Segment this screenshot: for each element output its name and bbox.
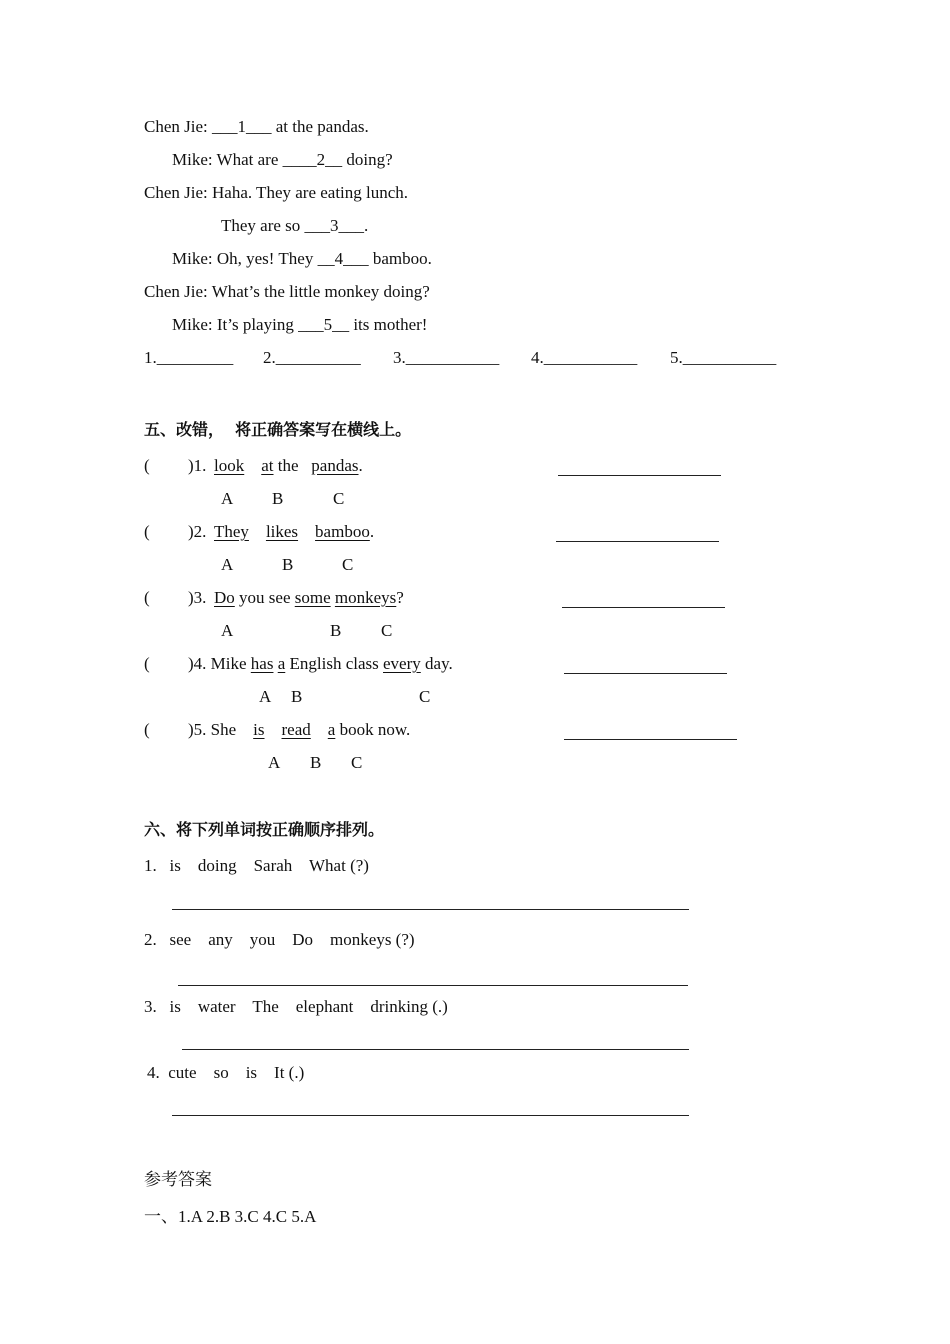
s5-item-1-label-a: A — [221, 489, 234, 508]
line-text: What’s the little monkey doing? — [207, 282, 430, 301]
option-c-word: bamboo — [315, 522, 370, 541]
s5-item-1-paren[interactable]: ( — [144, 456, 150, 475]
reference-line-1: 一、1.A 2.B 3.C 4.C 5.A — [144, 1207, 317, 1226]
option-b-word: likes — [265, 522, 299, 541]
s5-item-4-sentence: )4. Mike has a English class every day. — [188, 654, 453, 673]
speaker: Chen Jie: — [144, 183, 208, 202]
s5-item-5-label-b: B — [310, 753, 322, 772]
line-text: ___1___ at the pandas. — [207, 117, 369, 136]
s5-item-1-label-c: C — [333, 489, 345, 508]
s5-item-3-label-b: B — [330, 621, 342, 640]
s6-item-1-answer-line[interactable] — [172, 909, 689, 910]
s5-item-5-label-a: A — [268, 753, 281, 772]
s5-item-1-answer-line[interactable] — [558, 475, 721, 476]
speaker: Mike: — [172, 150, 213, 169]
option-b-word: read — [281, 720, 311, 739]
s5-item-2-paren[interactable]: ( — [144, 522, 150, 541]
s5-item-3-paren[interactable]: ( — [144, 588, 150, 607]
line-text: What are ____2__ doing? — [212, 150, 393, 169]
s5-item-3-answer-line[interactable] — [562, 607, 725, 608]
answer-blank-5[interactable]: 5.___________ — [670, 348, 777, 367]
s6-item-3-answer-line[interactable] — [182, 1049, 689, 1050]
s5-item-5-paren[interactable]: ( — [144, 720, 150, 739]
line-text: Haha. They are eating lunch. — [207, 183, 409, 202]
s5-item-2-answer-line[interactable] — [556, 541, 719, 542]
s6-item-2: 2. see any you Do monkeys (?) — [144, 930, 415, 949]
option-a-word: Do — [214, 588, 235, 607]
option-a-word: look — [214, 456, 245, 475]
s5-item-1-label-b: B — [272, 489, 284, 508]
option-c-word: pandas — [311, 456, 359, 475]
dialogue-line-5 — [172, 249, 432, 269]
reference-title: 参考答案 — [144, 1170, 212, 1190]
s5-item-3-label-a: A — [221, 621, 234, 640]
s5-item-2-label-a: A — [221, 555, 234, 574]
line-text: It’s playing ___5__ its mother! — [212, 315, 428, 334]
dialogue-line-1 — [144, 117, 369, 137]
s5-item-4-label-b: B — [291, 687, 303, 706]
dialogue-line-4 — [221, 216, 368, 236]
dialogue-line-3 — [144, 183, 408, 203]
s6-item-4-answer-line[interactable] — [172, 1115, 689, 1116]
dialogue-line-7 — [172, 315, 427, 335]
option-c-word: a — [327, 720, 336, 739]
option-b-word: a — [277, 654, 286, 673]
speaker: Chen Jie: — [144, 282, 208, 301]
answer-blank-2[interactable]: 2.__________ — [263, 348, 361, 367]
section-6-title: 六、将下列单词按正确顺序排列。 — [144, 820, 385, 839]
answer-blank-1[interactable]: 1._________ — [144, 348, 234, 367]
answer-blank-3[interactable]: 3.___________ — [393, 348, 500, 367]
s5-item-3-sentence: Do you see some monkeys? — [214, 588, 404, 607]
line-text: Oh, yes! They __4___ bamboo. — [212, 249, 432, 268]
answer-blank-4[interactable]: 4.___________ — [531, 348, 638, 367]
s6-item-1: 1. is doing Sarah What (?) — [144, 856, 369, 875]
dialogue-line-6 — [144, 282, 430, 302]
s6-item-3: 3. is water The elephant drinking (.) — [144, 997, 448, 1016]
option-a-word: is — [253, 720, 265, 739]
s5-item-4-answer-line[interactable] — [564, 673, 727, 674]
speaker: Chen Jie: — [144, 117, 208, 136]
option-c-word: monkeys — [334, 588, 397, 607]
s5-item-5-sentence: )5. She is read a book now. — [188, 720, 411, 739]
s5-item-5-answer-line[interactable] — [564, 739, 737, 740]
option-a-word: has — [250, 654, 274, 673]
option-a-word: They — [214, 522, 249, 541]
option-c-word: every — [383, 654, 421, 673]
dialogue-line-2 — [172, 150, 393, 170]
line-text: They are so ___3___. — [221, 216, 369, 235]
option-b-word: at — [261, 456, 274, 475]
speaker: Mike: — [172, 315, 213, 334]
s6-item-4: 4. cute so is It (.) — [147, 1063, 305, 1082]
s5-item-5-label-c: C — [351, 753, 363, 772]
s5-item-2-label-c: C — [342, 555, 354, 574]
s5-item-2-num: )2. — [188, 522, 207, 541]
option-b-word: some — [294, 588, 331, 607]
s6-item-2-answer-line[interactable] — [178, 985, 688, 986]
s5-item-4-label-c: C — [419, 687, 431, 706]
s5-item-4-label-a: A — [259, 687, 272, 706]
s5-item-1-num: )1. — [188, 456, 207, 475]
s5-item-4-paren[interactable]: ( — [144, 654, 150, 673]
s5-item-1-sentence: look at the pandas. — [214, 456, 363, 475]
s5-item-2-label-b: B — [282, 555, 294, 574]
speaker: Mike: — [172, 249, 213, 268]
s5-item-3-num: )3. — [188, 588, 207, 607]
s5-item-3-label-c: C — [381, 621, 393, 640]
section-5-title: 五、改错， 将正确答案写在横线上。 — [144, 420, 412, 439]
s5-item-2-sentence: They likes bamboo. — [214, 522, 375, 541]
